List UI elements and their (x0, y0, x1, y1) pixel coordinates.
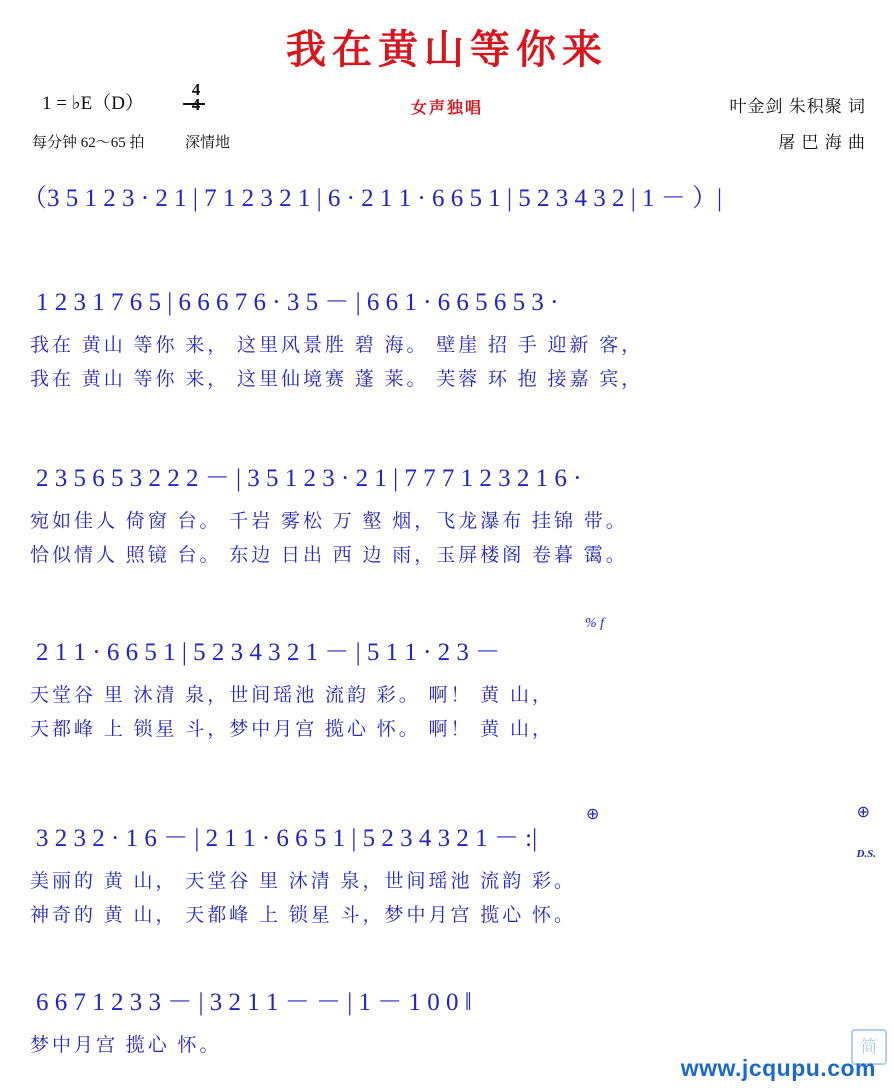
coda-icon: ⊕ (586, 806, 600, 823)
lyricist-credit: 叶金剑 朱积聚 词 (729, 97, 866, 116)
note-row-1: 1 2 3 1 7 6 5 | 6 6 6 7 6 · 3 5 － | 6 6 1 · 6 6 5 6 5 3 · (36, 289, 559, 316)
note-row-2: 2 3 5 6 5 3 2 2 2 － | 3 5 1 2 3 · 2 1 | 7 7 7 1 2 3 2 1 6 · (36, 465, 582, 492)
composer-credit: 屠 巴 海 曲 (778, 133, 866, 152)
note-row-5: 6 6 7 1 2 3 3 － | 3 2 1 1 － － | 1 － 1 0 0 ‖ (36, 989, 472, 1016)
lyric-row-4a: 美丽的 黄 山， 天堂谷 里 沐清 泉，世间瑶池 流韵 彩。 (30, 871, 577, 892)
expression-marking: 深情地 (185, 135, 231, 151)
lyric-row-3a: 天堂谷 里 沐清 泉，世间瑶池 流韵 彩。 啊！ 黄 山， (30, 685, 555, 706)
tempo-marking: 每分钟 62～65 拍 (32, 135, 145, 151)
note-row-4: 3 2 3 2 · 1 6 － | 2 1 1 · 6 6 5 1 | 5 2 3 4 3 2 1 － :| (36, 825, 538, 852)
ds-marking: D.S. (856, 848, 876, 860)
lyric-row-2b: 恰似情人 照镜 台。 东边 日出 西 边 雨，玉屏楼阁 卷暮 霭。 (30, 545, 628, 566)
lyric-row-1a: 我在 黄山 等你 来， 这里风景胜 碧 海。 壁崖 招 手 迎新 客， (30, 335, 644, 356)
voice-type-label: 女声独唱 (410, 100, 483, 117)
watermark-stamp-icon (850, 1028, 888, 1066)
note-row-3: 2 1 1 · 6 6 5 1 | 5 2 3 4 3 2 1 － | 5 1 1 · 2 3 － (36, 639, 501, 666)
key-signature-text: 1 = ♭E（D） (42, 93, 145, 114)
lyric-row-4b: 神奇的 黄 山， 天都峰 上 锁星 斗，梦中月宫 揽心 怀。 (30, 905, 577, 926)
lyric-row-2a: 宛如佳人 倚窗 台。 千岩 雾松 万 壑 烟，飞龙瀑布 挂锦 带。 (30, 511, 628, 532)
note-row-intro: （3 5 1 2 3 · 2 1 | 7 1 2 3 2 1 | 6 · 2 1 1 · 6 6 5 1 | 5 2 3 4 3 2 | 1 － ）| (22, 185, 723, 212)
lyric-row-1b: 我在 黄山 等你 来， 这里仙境赛 蓬 莱。 芙蓉 环 抱 接嘉 宾， (30, 369, 644, 390)
page-title: 我在黄山等你来 (286, 26, 608, 73)
lyric-row-5a: 梦中月宫 揽心 怀。 (30, 1035, 222, 1056)
lyric-row-3b: 天都峰 上 锁星 斗，梦中月宫 揽心 怀。 啊！ 黄 山， (30, 719, 555, 740)
segno-f-marking: % f (585, 616, 605, 631)
time-signature-numerator: 4 (191, 80, 201, 99)
svg-text:简: 简 (860, 1037, 878, 1058)
site-watermark: www.jcqupu.com (680, 1055, 876, 1081)
coda-icon-end: ⊕ (856, 804, 870, 821)
